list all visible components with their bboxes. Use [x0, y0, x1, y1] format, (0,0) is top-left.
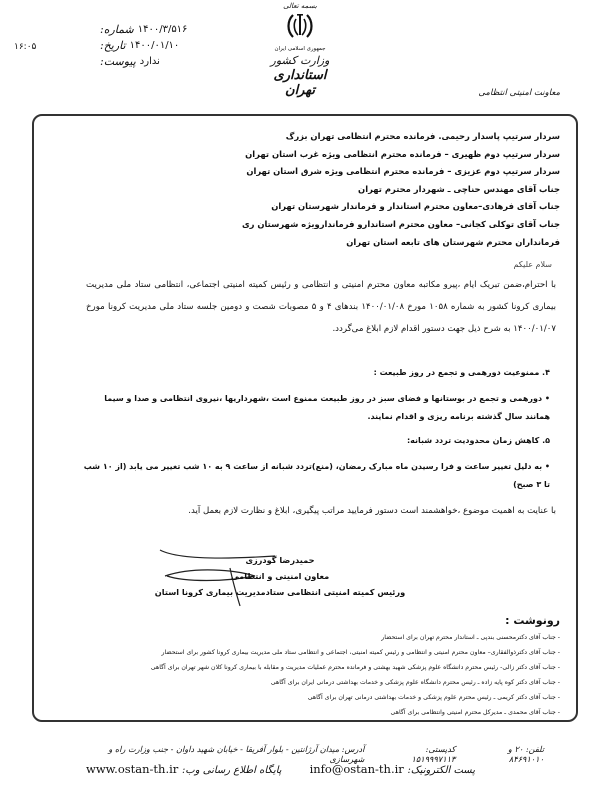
recipient: سردار سرتیپ دوم ظهیری – فرمانده محترم انتظامی ویژه غرب استان تهران	[245, 148, 560, 159]
recipient: سردار سرتیپ پاسدار رحیمی. فرمانده محترم انتظامی تهران بزرگ	[285, 131, 560, 141]
governorate-title: استانداری تهران	[273, 68, 327, 98]
republic-text: جمهوری اسلامی ایران	[274, 46, 326, 52]
ministry-title: وزارت کشور	[270, 54, 330, 67]
cc-item: - جناب آقای دکتر کریمی ـ رئیس محترم علوم پزشکی و خدمات بهداشتی درمانی تهران برای آگاهی	[40, 690, 560, 705]
signature-block	[150, 552, 410, 600]
cc-item: - جناب آقای محمدی ـ مدیرکل محترم امنیتی وانتظامی برای آگاهی	[40, 705, 560, 720]
phone-value: ۲۰ و ۸۴۶۹۱۰۱۰	[507, 744, 544, 764]
footer-address: آدرس: میدان آرژانتین - بلوار آفریقا - خیابان شهید داوان - جنب وزارت راه و شهرسازی	[108, 744, 365, 764]
email-link[interactable]: info@ostan-th.ir	[309, 762, 404, 776]
side-number: ۱۶:۰۵	[14, 42, 37, 52]
letter-attachment-value: ندارد	[139, 56, 160, 67]
letter-date-value: ۱۴۰۰/۰۱/۱۰	[129, 40, 180, 51]
recipient: جناب آقای مهندس حناچی ـ شهردار محترم تهران	[358, 183, 560, 194]
signatory-role: ورئیس کمیته امنیتی انتظامی ستادمدیریت بیماری کرونا استان	[154, 587, 406, 597]
cc-item: - جناب آقای دکتر کوه پایه زاده ـ رئیس محترم دانشگاه علوم پزشکی و خدمات بهداشتی درمانی ایران برای آگاهی	[40, 675, 560, 690]
recipient: جناب آقای فرهادی–معاون محترم استاندار و فرماندار شهرستان تهران	[271, 201, 560, 212]
cc-item: - جناب آقای دکترمحسنی بندپی ـ استاندار محترم تهران برای استحضار	[40, 630, 560, 645]
recipient: فرمانداران محترم شهرستان های تابعه استان تهران	[346, 236, 560, 247]
item-4-heading: ۴. ممنوعیت دورهمی و تجمع در روز طبیعت :	[373, 368, 550, 377]
letter-number-value: ۱۴۰۰/۳/۵۱۶	[137, 24, 188, 35]
item-5-bullet: • به دلیل تغییر ساعت و فرا رسیدن ماه مبارک رمضان، (منع)تردد شبانه از ساعت ۹ به ۱۰ شب تغییر می یابد (از ۱۰ شب تا ۳ صبح)	[83, 462, 550, 489]
letter-number-label: شماره:	[100, 23, 134, 36]
phone-label: تلفن:	[525, 744, 544, 754]
footer-address-line	[84, 744, 544, 764]
signatory-title: معاون امنیتی و انتظامی	[230, 571, 330, 581]
recipient: جناب آقای توکلی کجانی– معاون محترم استاندارو فرماندارویژه شهرستان ری	[241, 218, 560, 229]
postal-label: کدپستی:	[425, 744, 456, 754]
letter-date-label: تاریخ:	[100, 39, 126, 52]
letter-meta	[100, 22, 245, 70]
intro-paragraph: با احترام،ضمن تبریک ایام ،پیرو مکاتبه معاون محترم امنیتی و انتظامی و رئیس کمیته امنیتی اجتماعی، انتظامی ستاد ملی مدیریت بیماری کرونا کشور به شماره ۱۰۵۸ مورخ ۱۴۰۰/۰۱/۰۸ بندهای ۴ و ۵ مصوبات شصت و دومین جلسه ستاد ملی مدیریت کرونا مورخ ۱۴۰۰/۰۱/۰۷ به شرح ذیل جهت دستور اقدام لازم ابلاغ می‌گردد.	[86, 280, 556, 334]
footer-web	[86, 762, 282, 776]
item-4-bullet: • دورهمی و تجمع در بوستانها و فضای سبز در روز طبیعت ممنوع است ،شهرداریها ،نیروی انتظامی و صدا و سیما همانند سال گذشته برنامه ریزی و اقدام نمایند.	[104, 394, 550, 421]
cc-list	[40, 630, 560, 720]
letter-date-row	[100, 38, 245, 54]
footer-phone	[473, 744, 544, 764]
letter-attachment-label: پیوست:	[100, 55, 136, 68]
recipients-list	[242, 128, 560, 251]
bismillah-text: بسمه تعالی	[283, 2, 317, 10]
item-5-heading: ۵. کاهش زمان محدودیت تردد شبانه:	[406, 436, 550, 445]
web-label: پایگاه اطلاع رسانی وب:	[181, 765, 282, 776]
iran-emblem-icon	[286, 11, 314, 41]
signatory-name: حمیدرضا گودرزی	[245, 555, 315, 565]
postal-value: ۱۵۱۹۹۹۷۱۱۳	[411, 754, 456, 764]
cc-title: رونوشت :	[505, 614, 560, 627]
letter-attachment-row	[100, 54, 245, 70]
footer-email	[310, 762, 475, 776]
letter-number-row	[100, 22, 245, 38]
cc-item: - جناب آقای دکترذوالفقاری– معاون محترم امنیتی و انتظامی و رئیس کمیته امنیتی، اجتماعی و انتظامی ستاد ملی مدیریت بیماری کرونا کشور برای استحضار	[40, 645, 560, 660]
web-link[interactable]: www.ostan-th.ir	[86, 762, 179, 776]
closing-paragraph: با عنایت به اهمیت موضوع ،خواهشمند است دستور فرمایید مراتب پیگیری، ابلاغ و نظارت لازم بعمل آید.	[188, 506, 556, 516]
greeting: سلام علیکم	[513, 260, 552, 269]
footer-contact-line	[86, 762, 506, 776]
email-label: پست الکترونیک:	[407, 765, 475, 776]
recipient: سردار سرتیپ دوم عزیزی – فرمانده محترم انتظامی ویژه شرق استان تهران	[246, 166, 560, 177]
letterhead-emblem-block	[262, 2, 338, 98]
cc-item: - جناب آقای دکتر زالی- رئیس محترم دانشگاه علوم پزشکی شهید بهشتی و فرمانده محترم عملیات مدیریت و مقابله با بیماری کرونا کلان شهر تهران برای آگاهی	[40, 660, 560, 675]
footer-postal	[382, 744, 455, 764]
department-title: معاونت امنیتی انتظامی	[478, 88, 560, 98]
